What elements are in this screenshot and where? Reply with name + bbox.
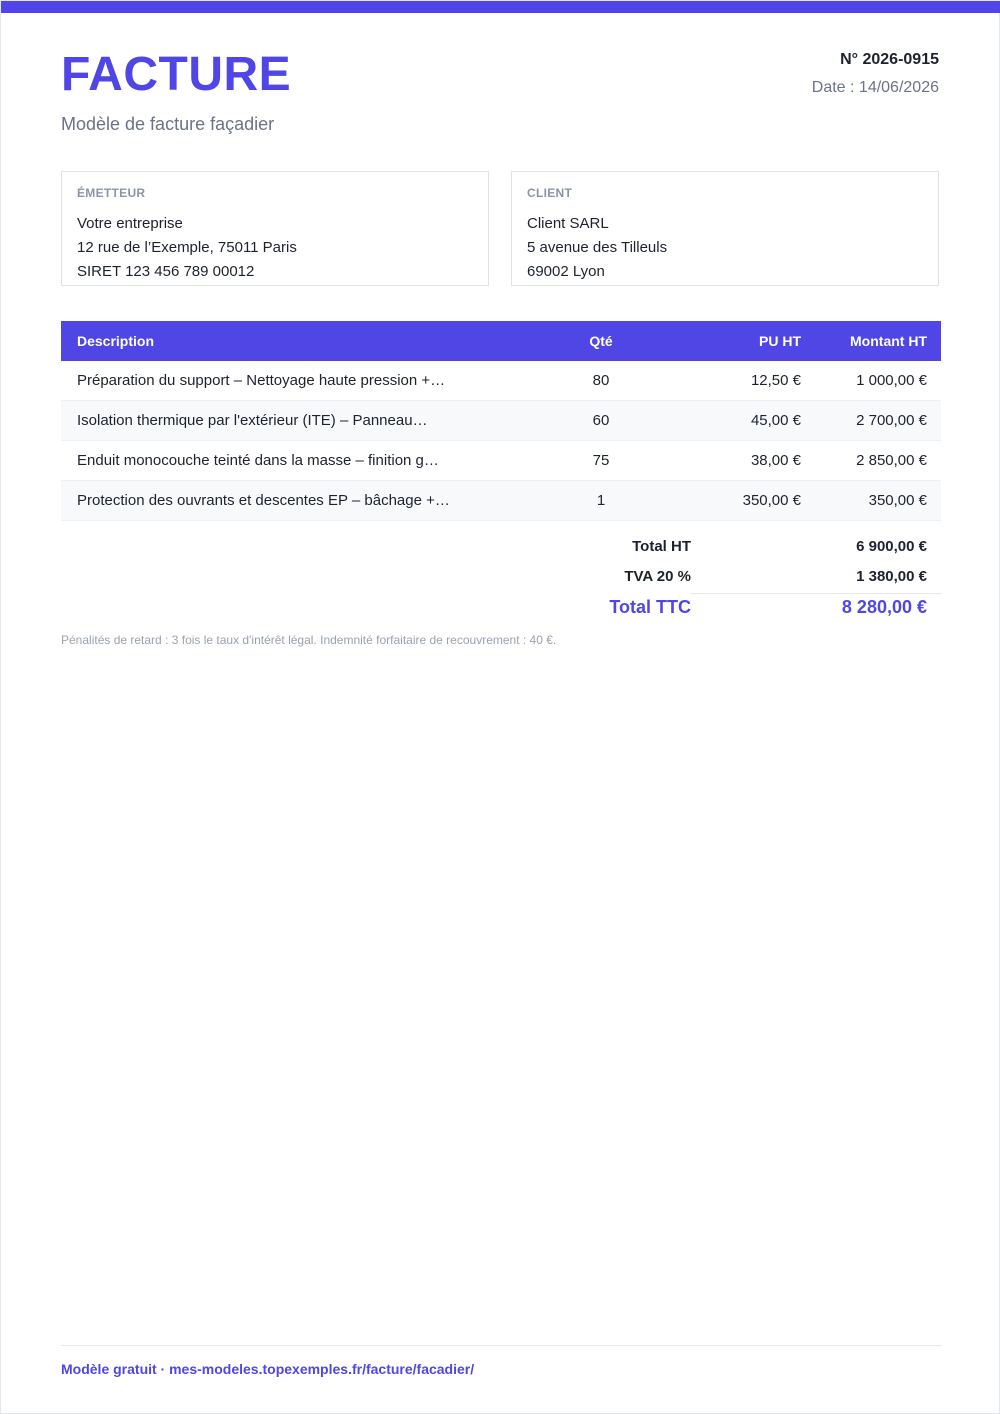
client-name: Client SARL bbox=[527, 215, 609, 232]
row-qty: 75 bbox=[592, 452, 610, 469]
table-row bbox=[61, 441, 941, 481]
row-description: Isolation thermique par l'extérieur (ITE) – Panneau… bbox=[77, 412, 428, 429]
header-amount: Montant HT bbox=[850, 333, 927, 349]
total-ht-label: Total HT bbox=[632, 537, 691, 555]
invoice-number: N° 2026-0915 bbox=[840, 51, 939, 68]
total-ttc-row bbox=[61, 591, 941, 623]
invoice-date: Date : 14/06/2026 bbox=[811, 79, 939, 96]
total-divider bbox=[691, 593, 941, 594]
issuer-box bbox=[61, 171, 489, 286]
row-amount: 2 700,00 € bbox=[856, 412, 927, 429]
row-unit-price: 12,50 € bbox=[750, 372, 801, 389]
accent-top-bar bbox=[1, 1, 1000, 13]
legal-notice: Pénalités de retard : 3 fois le taux d'intérêt légal. Indemnité forfaitaire de recouvrement : 40 €. bbox=[61, 633, 557, 647]
header-description: Description bbox=[77, 333, 155, 349]
items-table bbox=[61, 321, 941, 521]
row-unit-price: 45,00 € bbox=[750, 412, 801, 429]
issuer-heading: ÉMETTEUR bbox=[77, 186, 146, 200]
row-description: Protection des ouvrants et descentes EP – bâchage +… bbox=[77, 492, 450, 509]
issuer-siret: SIRET 123 456 789 00012 bbox=[77, 263, 255, 280]
header-qty: Qté bbox=[589, 333, 613, 349]
issuer-name: Votre entreprise bbox=[77, 215, 183, 232]
client-city: 69002 Lyon bbox=[527, 263, 605, 280]
row-description: Préparation du support – Nettoyage haute pression +… bbox=[77, 372, 446, 389]
client-box bbox=[511, 171, 939, 286]
footer-divider bbox=[61, 1345, 941, 1346]
table-row bbox=[61, 481, 941, 521]
client-heading: CLIENT bbox=[527, 186, 573, 200]
table-row bbox=[61, 361, 941, 401]
row-unit-price: 350,00 € bbox=[742, 492, 801, 509]
tva-row bbox=[61, 561, 941, 591]
totals-block bbox=[61, 531, 941, 623]
invoice-subtitle: Modèle de facture façadier bbox=[61, 114, 275, 134]
tva-value: 1 380,00 € bbox=[856, 567, 927, 585]
footer-link[interactable]: Modèle gratuit · mes-modeles.topexemples.fr/facture/facadier/ bbox=[61, 1361, 475, 1377]
row-amount: 2 850,00 € bbox=[856, 452, 927, 469]
total-ht-value: 6 900,00 € bbox=[856, 537, 927, 555]
row-qty: 60 bbox=[592, 412, 610, 429]
table-row bbox=[61, 401, 941, 441]
header-unit-price: PU HT bbox=[759, 333, 801, 349]
row-amount: 1 000,00 € bbox=[856, 372, 927, 389]
row-unit-price: 38,00 € bbox=[750, 452, 801, 469]
row-amount: 350,00 € bbox=[868, 492, 927, 509]
total-ttc-label: Total TTC bbox=[609, 596, 691, 617]
invoice-title: FACTURE bbox=[61, 48, 292, 101]
row-qty: 80 bbox=[592, 372, 610, 389]
table-header bbox=[61, 321, 941, 361]
total-ht-row bbox=[61, 531, 941, 561]
issuer-address: 12 rue de l’Exemple, 75011 Paris bbox=[77, 239, 297, 256]
row-description: Enduit monocouche teinté dans la masse – finition g… bbox=[77, 452, 439, 469]
tva-label: TVA 20 % bbox=[624, 567, 691, 585]
row-qty: 1 bbox=[596, 492, 606, 509]
total-ttc-value: 8 280,00 € bbox=[841, 596, 927, 617]
client-address: 5 avenue des Tilleuls bbox=[527, 239, 668, 256]
